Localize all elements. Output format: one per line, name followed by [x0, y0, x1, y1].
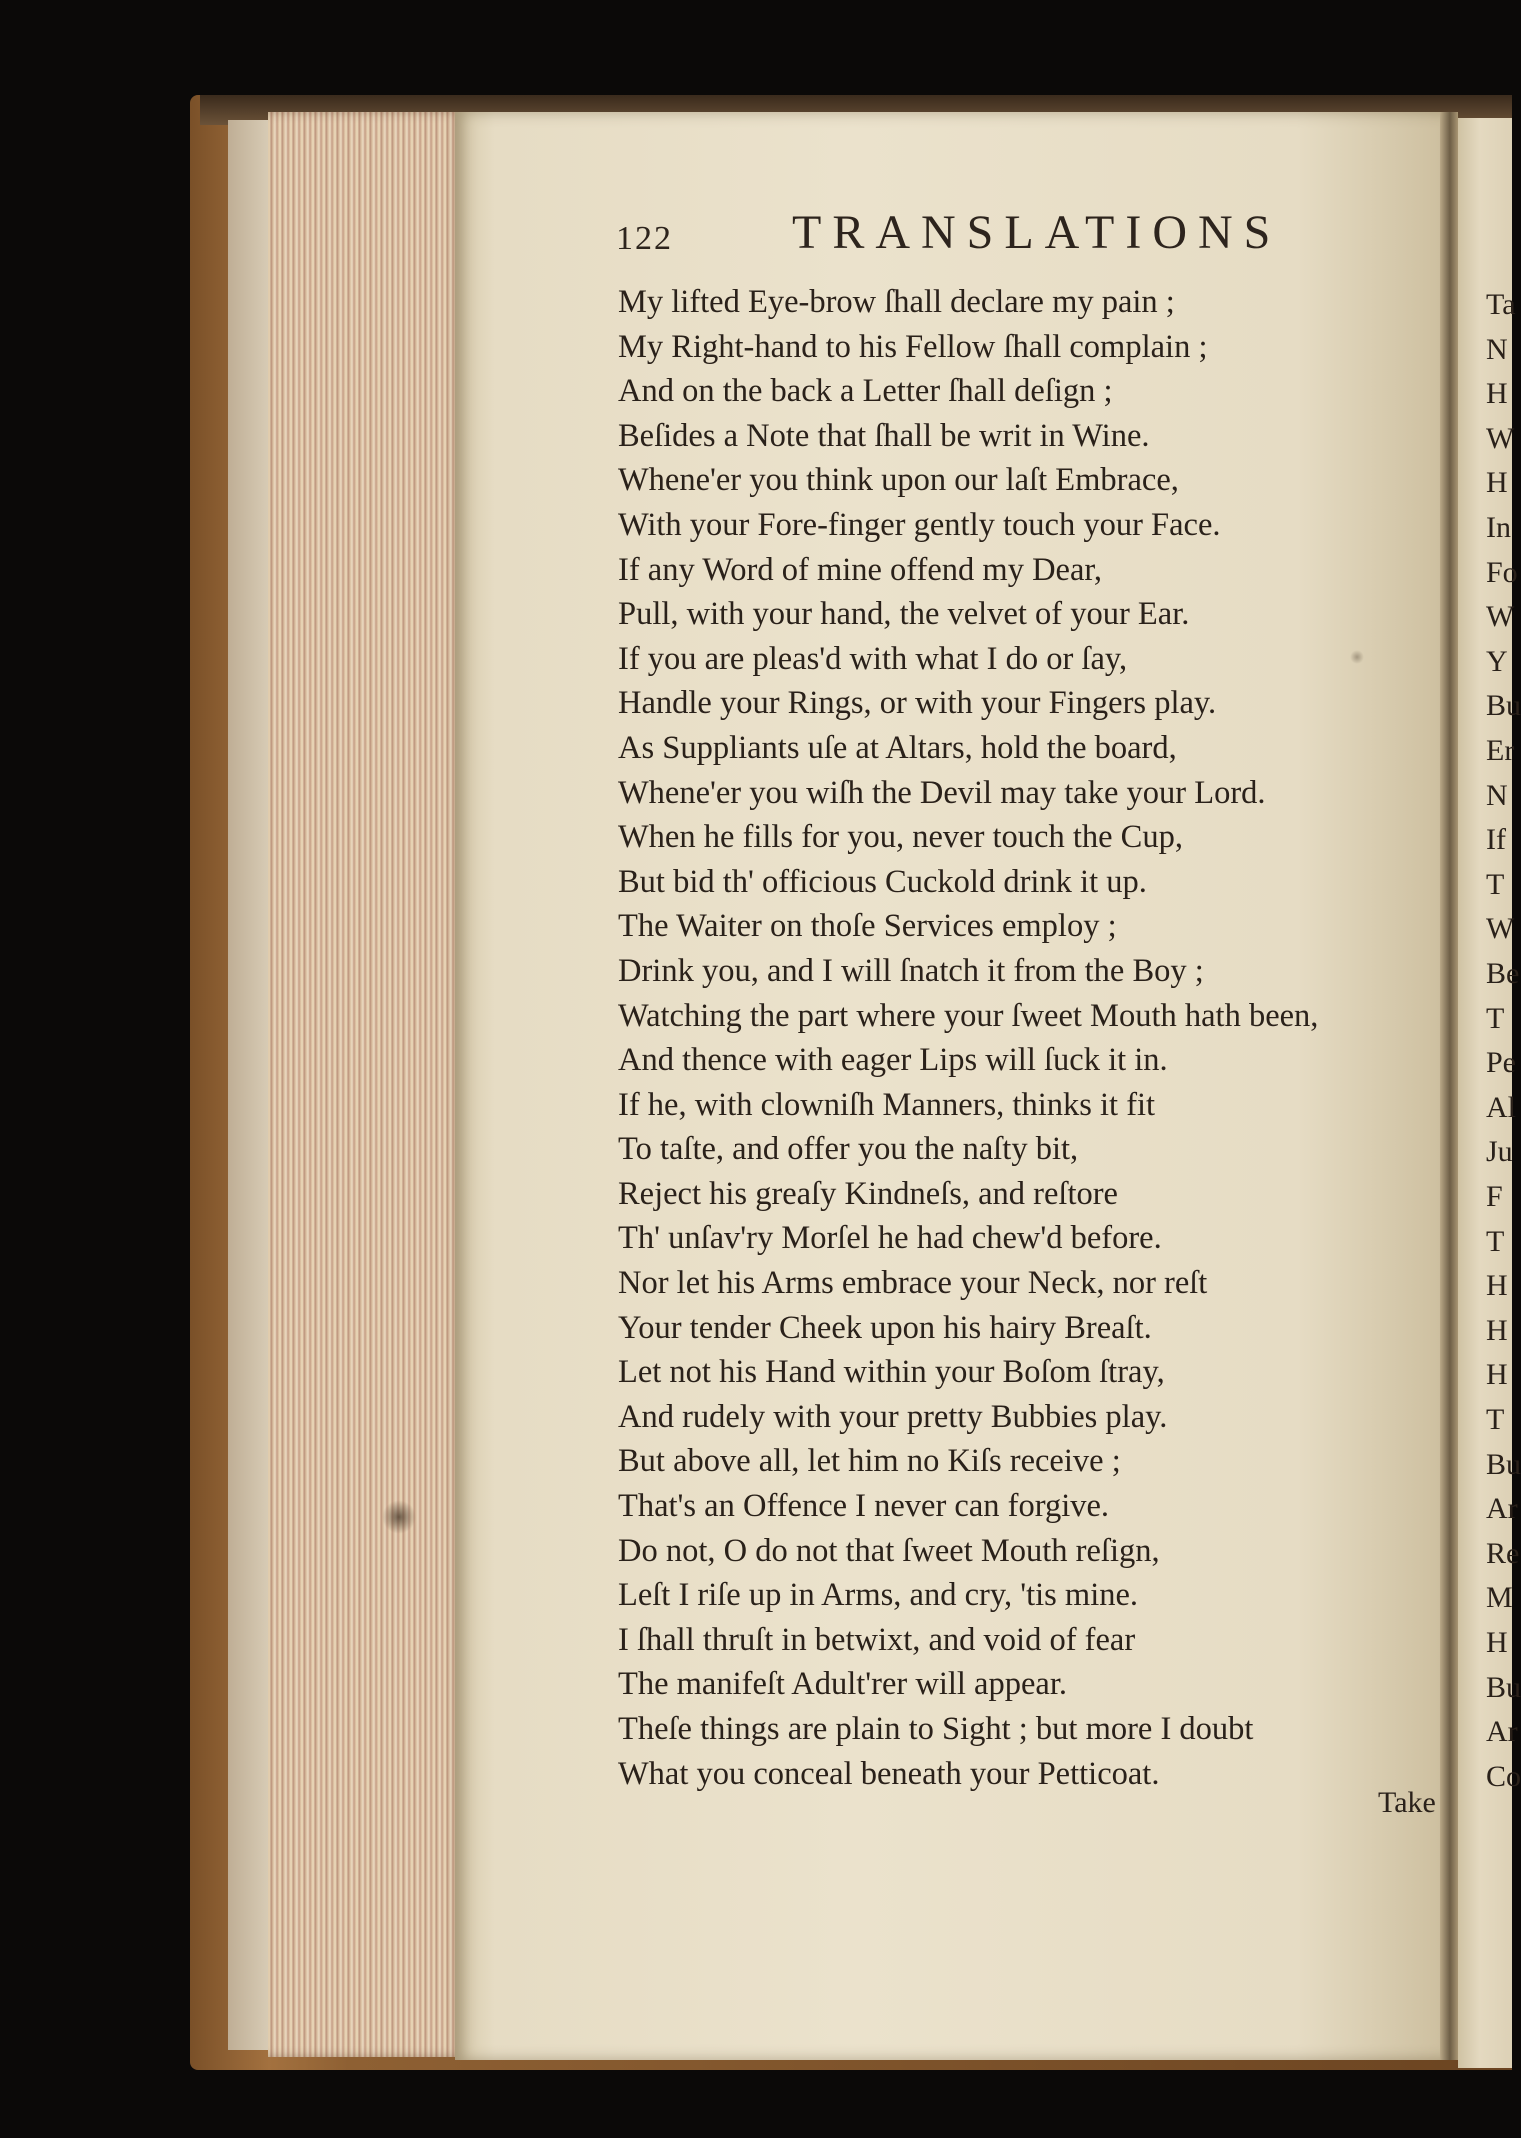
poem-line: Drink you, and I will ſnatch it from the Boy ;: [618, 952, 1204, 989]
facing-page-line-fragment: T: [1486, 1224, 1505, 1258]
poem-line: Reject his greaſy Kindneſs, and reſtore: [618, 1175, 1118, 1212]
poem-line: Handle your Rings, or with your Fingers play.: [618, 685, 1217, 722]
poem-line: And on the back a Letter ſhall deſign ;: [618, 373, 1113, 410]
poem-line: The manifeſt Adult'rer will appear.: [618, 1666, 1067, 1703]
facing-page-line-fragment: T: [1486, 1403, 1505, 1436]
poem-line: Th' unſav'ry Morſel he had chew'd before.: [618, 1220, 1162, 1257]
poem-line: Beſides a Note that ſhall be writ in Wine.: [618, 417, 1150, 454]
facing-page-line-fragment: M: [1486, 1581, 1513, 1615]
facing-page-line-fragment: F: [1486, 1180, 1503, 1213]
poem-line: Pull, with your hand, the velvet of your Ear.: [618, 596, 1190, 633]
facing-page-line-fragment: Y: [1486, 644, 1508, 678]
facing-page-line-fragment: Be: [1486, 957, 1520, 990]
poem-line: If any Word of mine offend my Dear,: [618, 551, 1103, 588]
book-gutter: [1440, 112, 1458, 2060]
poem-line: Do not, O do not that ſweet Mouth reſign,: [618, 1532, 1160, 1569]
facing-page-line-fragment: Bu: [1486, 689, 1521, 723]
poem-line: Let not his Hand within your Boſom ſtray,: [618, 1354, 1165, 1391]
page-block-fore-edge: [268, 112, 463, 2057]
facing-page-line-fragment: W: [1486, 600, 1515, 634]
facing-page-line-fragment: In: [1486, 511, 1511, 544]
poem-line: The Waiter on thoſe Services employ ;: [618, 908, 1117, 945]
poem-line: Whene'er you think upon our laſt Embrace,: [618, 462, 1179, 499]
poem-line: And rudely with your pretty Bubbies play.: [618, 1398, 1168, 1435]
facing-page-line-fragment: H: [1486, 466, 1508, 500]
facing-page-line-fragment: H: [1486, 1358, 1508, 1392]
poem-line: Whene'er you wiſh the Devil may take your Lord.: [618, 774, 1266, 811]
facing-page-line-fragment: Ta: [1486, 288, 1516, 321]
facing-page-line-fragment: Bu: [1486, 1447, 1521, 1481]
poem-line: If he, with clowniſh Manners, thinks it fit: [618, 1086, 1156, 1123]
facing-page-line-fragment: Fo: [1486, 555, 1518, 589]
facing-page-line-fragment: W: [1486, 912, 1515, 946]
poem-line: That's an Offence I never can forgive.: [618, 1488, 1110, 1525]
poem-line: Watching the part where your ſweet Mouth hath been,: [618, 997, 1319, 1034]
facing-page-line-fragment: H: [1486, 1626, 1508, 1659]
facing-page-line-fragment: W: [1486, 421, 1515, 455]
poem-line: Theſe things are plain to Sight ; but more I doubt: [618, 1711, 1254, 1747]
poem-line: And thence with eager Lips will ſuck it in.: [618, 1042, 1168, 1079]
facing-page-line-fragment: Al: [1486, 1090, 1516, 1124]
facing-page-edge: [1458, 118, 1521, 2068]
facing-page-line-fragment: Ar: [1486, 1492, 1518, 1526]
poem-text: [618, 280, 1438, 1796]
poem-line: But bid th' officious Cuckold drink it up.: [618, 863, 1147, 900]
facing-page-line-fragment: Ar: [1486, 1715, 1518, 1749]
poem-line: I ſhall thruſt in betwixt, and void of fear: [618, 1621, 1136, 1658]
facing-page-line-fragment: If: [1486, 823, 1506, 857]
poem-line: As Suppliants uſe at Altars, hold the board,: [618, 729, 1177, 766]
poem-line: When he fills for you, never touch the Cup,: [618, 819, 1183, 856]
poem-line: With your Fore-finger gently touch your Face.: [618, 506, 1221, 543]
facing-page-line-fragment: H: [1486, 377, 1508, 411]
poem-line: My lifted Eye-brow ſhall declare my pain ;: [618, 284, 1175, 320]
page-number: 122: [616, 220, 673, 257]
facing-page-line-fragment: Pe: [1486, 1046, 1516, 1080]
facing-page-line-fragment: Er: [1486, 734, 1515, 767]
facing-page-line-fragment: Co: [1486, 1759, 1521, 1793]
poem-line: My Right-hand to his Fellow ſhall complain ;: [618, 328, 1208, 365]
running-head: TRANSLATIONS: [792, 206, 1282, 259]
facing-page-line-fragment: N: [1486, 778, 1508, 812]
facing-page-line-fragment: H: [1486, 1313, 1508, 1347]
facing-page-line-fragment: Ju: [1486, 1135, 1513, 1169]
facing-page-line-fragment: T: [1486, 1001, 1505, 1035]
facing-page-line-fragment: T: [1486, 867, 1505, 901]
catchword: Take: [1378, 1786, 1436, 1819]
facing-page-line-fragment: Re: [1486, 1536, 1520, 1570]
poem-line: If you are pleas'd with what I do or ſay,: [618, 640, 1128, 677]
poem-line: Leſt I riſe up in Arms, and cry, 'tis mine.: [618, 1577, 1139, 1614]
poem-line: Your tender Cheek upon his hairy Breaſt.: [618, 1309, 1152, 1346]
poem-line: What you conceal beneath your Petticoat.: [618, 1755, 1160, 1792]
poem-line: Nor let his Arms embrace your Neck, nor reſt: [618, 1265, 1208, 1302]
ink-stain: [382, 1500, 416, 1534]
facing-page-line-fragment: N: [1486, 332, 1508, 366]
facing-page-line-fragment: H: [1486, 1269, 1508, 1303]
facing-page-line-fragment: Bu: [1486, 1670, 1521, 1704]
poem-line: To taſte, and offer you the naſty bit,: [618, 1131, 1079, 1168]
poem-line: But above all, let him no Kiſs receive ;: [618, 1443, 1121, 1480]
